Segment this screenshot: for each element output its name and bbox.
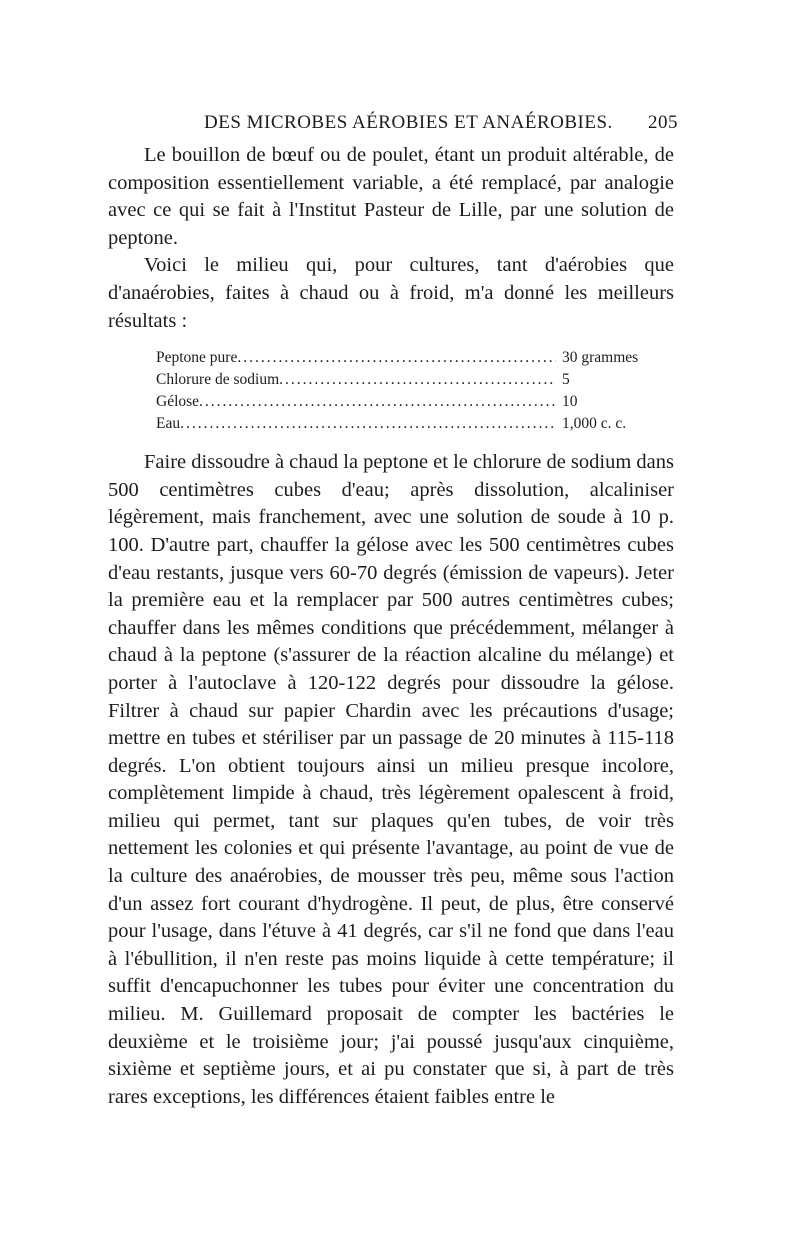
ingredient-name: Peptone pure (156, 349, 238, 367)
ingredient-name: Chlorure de sodium (156, 371, 280, 389)
ingredient-quantity: 1,000 c. c. (562, 415, 627, 433)
running-header (108, 112, 678, 142)
book-page (108, 112, 678, 1111)
ingredient-quantity: 10 (562, 393, 578, 411)
paragraph-medium-intro: Voici le milieu qui, pour cultures, tant d'aérobies que d'anaérobies, faites à chaud ou à froid, m'a donné les meilleurs résultats : (108, 254, 674, 332)
recipe-row (156, 391, 674, 413)
dot-leader (279, 369, 556, 391)
running-title: DES MICROBES AÉROBIES ET ANAÉROBIES. (204, 112, 613, 133)
ingredient-quantity: 30 grammes (562, 349, 639, 367)
recipe-row (156, 369, 674, 391)
dot-leader (180, 413, 556, 435)
dot-leader (199, 391, 556, 413)
paragraph-peptone-substitution: Le bouillon de bœuf ou de poulet, étant un produit altérable, de composition essentiellement variable, a été remplacé, par analogie avec ce qui se fait à l'Institut Pasteur de Lille, par une solution de peptone. (108, 144, 674, 249)
ingredient-name: Gélose (156, 393, 200, 411)
page-number: 205 (648, 112, 678, 133)
ingredient-name: Eau (156, 415, 181, 433)
recipe-row (156, 347, 674, 369)
paragraph-preparation-method: Faire dissoudre à chaud la peptone et le chlorure de sodium dans 500 centimètres cubes d'eau; après dissolution, alcaliniser légèrement, mais franchement, avec une solution de soude à 10 p. 100. D'autre part, chauffer la gélose avec les 500 centimètres cubes d'eau restants, jusque vers 60-70 degrés (émission de vapeurs). Jeter la première eau et la remplacer par 500 autres centimètres cubes; chauffer dans les mêmes conditions que précédemment, mélanger à chaud à la peptone (s'assurer de la réaction alcaline du mélange) et porter à l'autoclave à 120-122 degrés pour dissoudre la gélose. Filtrer à chaud sur papier Chardin avec les précautions d'usage; mettre en tubes et stériliser par un passage de 20 minutes à 115-118 degrés. L'on obtient toujours ainsi un milieu presque incolore, complètement limpide à chaud, très légèrement opalescent à froid, milieu qui permet, tant sur plaques qu'en tubes, de voir très nettement les colonies et qui présente l'avantage, au point de vue de la culture des anaérobies, de mousser très peu, même sous l'action d'un assez fort courant d'hydrogène. Il peut, de plus, être conservé pour l'usage, dans l'étuve à 41 degrés, car s'il ne fond que dans l'eau à l'ébullition, il n'en reste pas moins liquide à cette température; il suffit d'encapuchonner les tubes pour éviter une concentration du milieu. M. Guillemard proposait de compter les bactéries le deuxième et le troisième jour; j'ai poussé jusqu'aux cinquième, sixième et septième jours, et ai pu constater que si, à part de très rares exceptions, les différences étaient faibles entre le (108, 451, 674, 1108)
ingredient-quantity: 5 (562, 371, 570, 389)
dot-leader (237, 347, 556, 369)
recipe-table (108, 347, 674, 435)
recipe-row (156, 413, 674, 435)
